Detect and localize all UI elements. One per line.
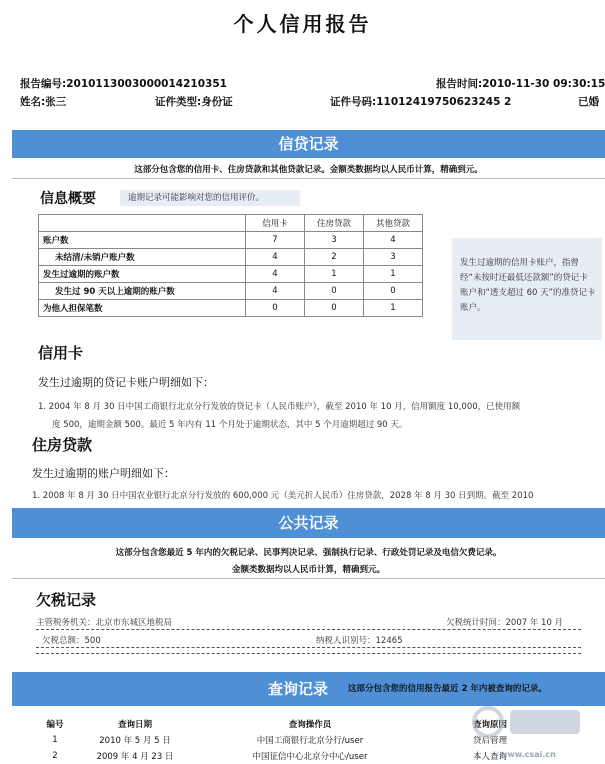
cell: 2009 年 4 月 23 日: [96, 752, 174, 762]
card-title: 信用卡: [38, 344, 84, 362]
summary-header-row: [39, 215, 423, 232]
summary-corner: [39, 215, 246, 232]
col-operator: 查询操作员: [288, 720, 332, 730]
cell: 中国征信中心北京分中心/user: [252, 752, 368, 762]
public-band-note-1: 这部分包含您最近 5 年内的欠税记录、民事判决记录、强制执行记录、行政处罚记录及电信欠费记录。: [115, 548, 502, 558]
row-label: 为他人担保笔数: [39, 300, 246, 317]
id-no-value: 11012419750623245 2: [376, 96, 512, 108]
row-label: 未结清/未销户账户数: [39, 249, 246, 266]
name-value: 张三: [45, 96, 67, 108]
housing-detail-line-1: 1. 2008 年 8 月 30 日中国农业银行北京分行发放的 600,000 元（美元折人民币）住房贷款，2028 年 8 月 30 日到期。截至 2010: [32, 491, 534, 501]
summary-tip: 逾期记录可能影响对您的信用评价。: [120, 190, 300, 206]
cell: 1: [305, 266, 364, 283]
dashed-divider: [36, 653, 581, 654]
housing-subtitle: 发生过逾期的账户明细如下：: [32, 467, 175, 480]
side-note: 发生过逾期的信用卡账户，指曾经“未按时还最低还款额”的贷记卡账户和“透支超过 60 天”的准贷记卡账户。: [452, 238, 602, 340]
page-title: 个人信用报告: [233, 12, 372, 36]
col-reason: 查询原因: [472, 720, 507, 730]
cell: 2: [305, 249, 364, 266]
cell: 0: [305, 300, 364, 317]
query-band-title: 查询记录: [268, 680, 329, 698]
watermark-text: www.csai.cn: [500, 750, 556, 759]
cell: 1: [364, 300, 423, 317]
report-time: [436, 76, 605, 91]
dashed-divider: [36, 647, 581, 648]
watermark-logo-icon: [470, 700, 590, 756]
cell: 4: [364, 232, 423, 249]
cell: 4: [246, 249, 305, 266]
cell: 0: [246, 300, 305, 317]
tax-total: 欠税总额：500: [42, 636, 101, 646]
summary-title: 信息概要: [40, 191, 96, 207]
cell: 2010 年 5 月 5 日: [99, 736, 171, 746]
watermark-logo: [470, 700, 590, 756]
dashed-divider: [36, 629, 581, 630]
divider: [12, 578, 605, 579]
report-no-value: 2010113003000014210351: [66, 78, 227, 90]
id-type-label: 证件类型:: [155, 96, 202, 108]
credit-band-note: 这部分包含您的信用卡、住房贷款和其他贷款记录。金额类数据均以人民币计算，精确到元。: [134, 165, 483, 175]
cell: 0: [364, 283, 423, 300]
report-time-label: 报告时间:: [436, 78, 483, 90]
credit-band-title: 信贷记录: [12, 130, 605, 158]
id-no-label: 证件号码:: [330, 96, 377, 108]
marital-status: 已婚: [578, 96, 599, 108]
id-number: [330, 94, 511, 109]
tax-stat-time: 欠税统计时间：2007 年 10 月: [446, 618, 564, 628]
card-subtitle: 发生过逾期的贷记卡账户明细如下：: [38, 376, 214, 389]
table-row: [39, 266, 423, 283]
id-type: [155, 94, 233, 109]
col-housing-loan: 住房贷款: [305, 215, 364, 232]
col-no: 编号: [46, 720, 64, 730]
person-name: [20, 94, 66, 109]
row-label: 发生过逾期的账户数: [39, 266, 246, 283]
tax-title: 欠税记录: [36, 591, 97, 609]
table-row: [39, 300, 423, 317]
table-row: [39, 283, 423, 300]
cell: 4: [246, 283, 305, 300]
card-detail-line-2: 度 500，逾期金额 500。最近 5 年内有 11 个月处于逾期状态，其中 5 个月逾期超过 90 天。: [52, 420, 408, 430]
cell: 贷后管理: [472, 736, 507, 746]
tax-authority: 主管税务机关：北京市东城区地税局: [36, 618, 173, 628]
query-band-note: 这部分包含您的信用报告最近 2 年内被查询的记录。: [348, 684, 547, 694]
cell: 0: [305, 283, 364, 300]
cell: 4: [246, 266, 305, 283]
divider: [12, 178, 605, 179]
report-no-label: 报告编号:: [20, 78, 67, 90]
cell: 中国工商银行北京分行/user: [256, 736, 364, 746]
cell: 3: [305, 232, 364, 249]
taxpayer-id: 纳税人识别号：12465: [316, 636, 403, 646]
public-band-title: 公共记录: [12, 508, 605, 538]
id-type-value: 身份证: [201, 96, 233, 108]
row-label: 发生过 90 天以上逾期的账户数: [39, 283, 246, 300]
cell: 1: [364, 266, 423, 283]
cell: 7: [246, 232, 305, 249]
row-label: 账户数: [39, 232, 246, 249]
cell: 1: [52, 735, 58, 745]
table-row: [39, 232, 423, 249]
col-credit-card: 信用卡: [246, 215, 305, 232]
name-label: 姓名:: [20, 96, 46, 108]
report-number: [20, 76, 227, 91]
cell: 3: [364, 249, 423, 266]
cell: 本人查询: [472, 752, 507, 762]
public-band-note-2: 金额类数据均以人民币计算，精确到元。: [231, 565, 385, 575]
summary-table: [38, 214, 423, 317]
report-time-value: 2010-11-30 09:30:15: [482, 78, 605, 90]
col-other-loan: 其他贷款: [364, 215, 423, 232]
housing-title: 住房贷款: [32, 436, 93, 454]
cell: 2: [52, 751, 58, 761]
col-date: 查询日期: [117, 720, 152, 730]
table-row: [39, 249, 423, 266]
card-detail-line-1: 1. 2004 年 8 月 30 日中国工商银行北京分行发放的贷记卡（人民币账户），截至 2010 年 10 月，信用额度 10,000，已使用额: [38, 402, 521, 412]
